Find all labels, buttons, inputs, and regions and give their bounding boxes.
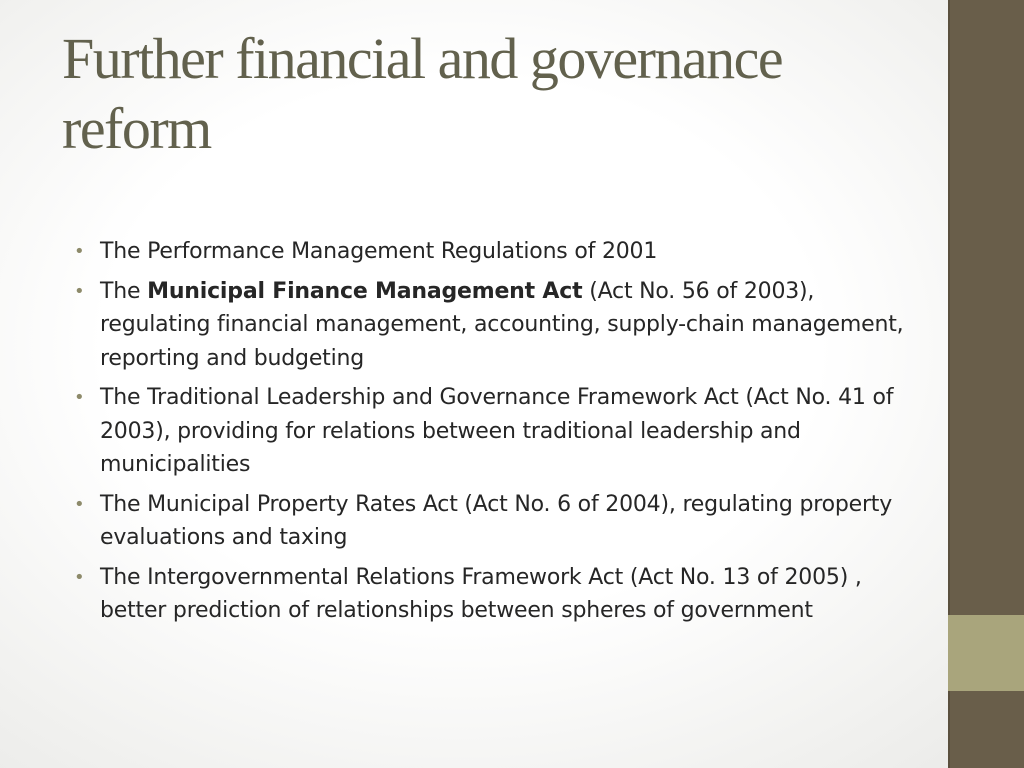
bullet-icon: • (74, 280, 85, 302)
bullet-icon: • (74, 241, 85, 262)
bullet-text: The Municipal Property Rates Act (Act No. 6 of 2004), regulating property evaluations and taxing (100, 491, 893, 550)
bullet-text-suffix: (Act No. 56 of 2003), regulating financial management, accounting, supply-chain management, reporting and budgeting (100, 278, 904, 371)
bullet-text-prefix: The (100, 278, 148, 304)
bullet-text: The Traditional Leadership and Governance Framework Act (Act No. 41 of 2003), providing for relations between traditional leadership and municipalities (100, 385, 894, 477)
bullet-item (74, 275, 904, 376)
bullet-text: The Intergovernmental Relations Framework Act (Act No. 13 of 2005) , better prediction of relationships between spheres of government (100, 564, 862, 623)
sidebar-accent-block (948, 615, 1024, 691)
bullet-item (74, 381, 904, 482)
bullet-icon: • (74, 566, 85, 588)
bullet-icon: • (74, 387, 85, 408)
bullet-text-bold: Municipal Finance Management Act (147, 278, 583, 304)
sidebar-decoration (948, 0, 1024, 768)
slide-title: Further financial and governance reform (62, 26, 783, 161)
bullet-list (74, 235, 904, 634)
bullet-text: The Performance Management Regulations of 2001 (100, 239, 658, 264)
bullet-icon: • (74, 493, 85, 515)
bullet-item (74, 235, 904, 269)
bullet-item (74, 488, 904, 555)
bullet-item (74, 561, 904, 628)
